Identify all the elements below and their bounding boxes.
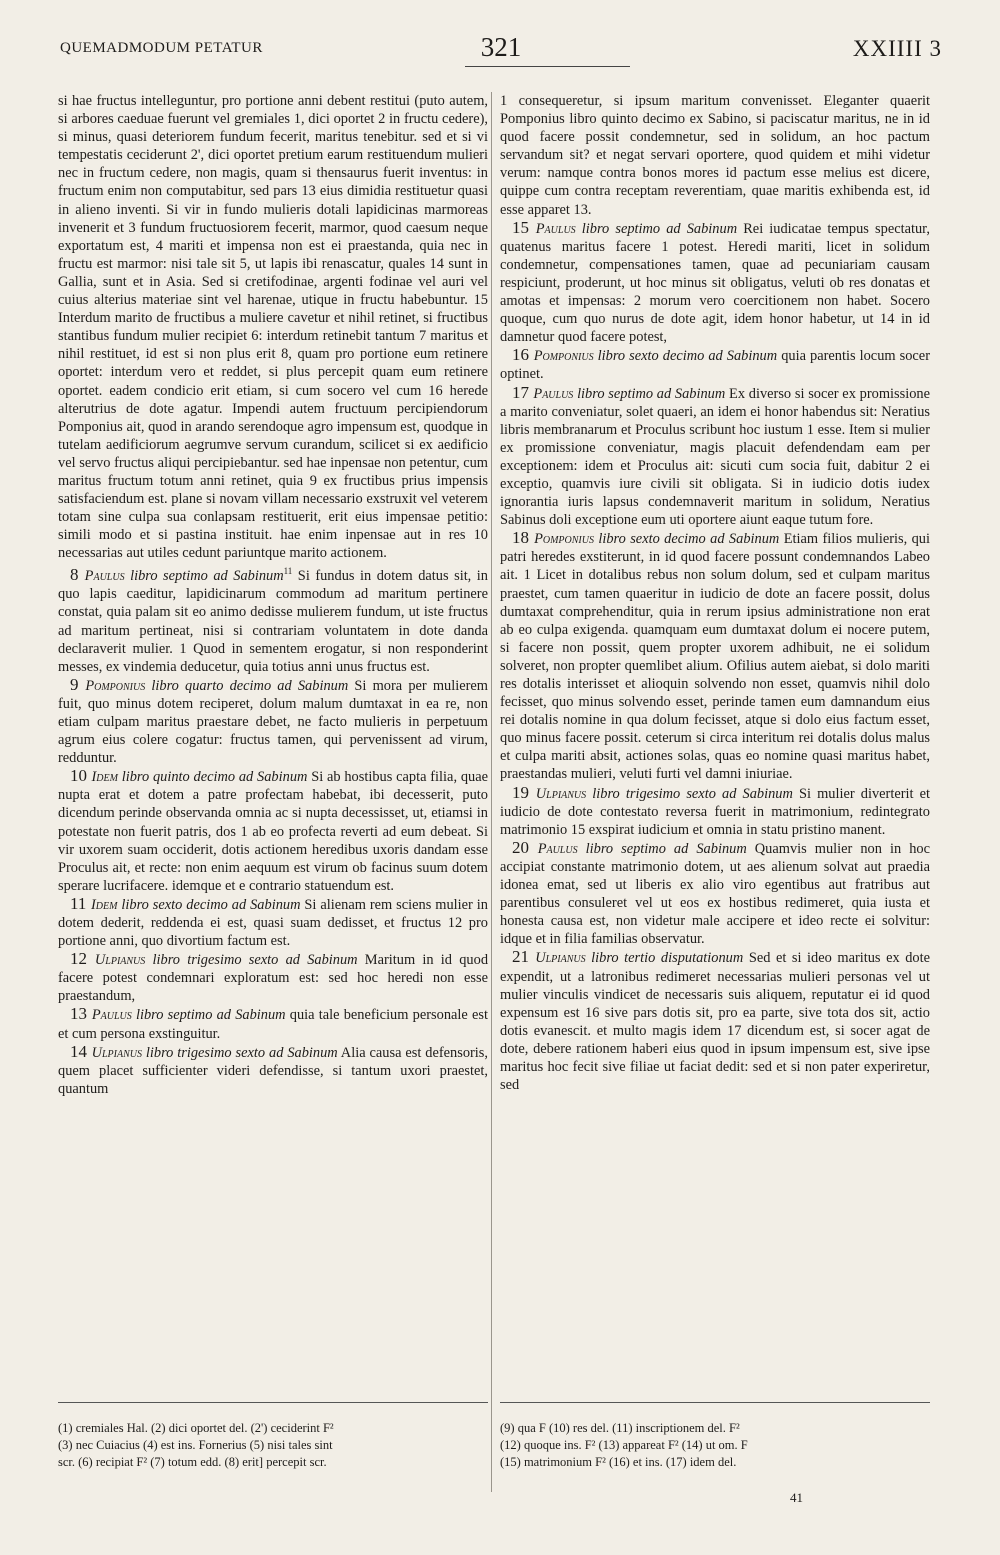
lemma-number: 9 (70, 674, 86, 694)
lemma-work: libro septimo ad Sabinum (130, 568, 284, 585)
lemma-author: Paulus (84, 568, 131, 585)
footnote-rule-right (500, 1402, 930, 1403)
footnote-ref: 11 (283, 566, 293, 577)
lemma-author: Ulpianus (94, 952, 153, 969)
lemma-author: Ulpianus (535, 950, 592, 967)
lemma-text: Rei iudicatae tempus spectatur, quatenus maritus facere 1 potest. Heredi mariti, licet in solidum condemnetur, compensationes tamen, quae ad pecuniariam causam respiciunt, proderunt, ut hoc minus sit obligatus, veluti ob res donatas et amotas et impensas: 2 morum vero coercitionem non habet. Socero quoque, cum quo nurus de dote agit, idem honor habetur, ut 14 in id damnetur quod facere potest, (500, 220, 930, 346)
lemma-author: Paulus (91, 1007, 136, 1024)
lemma-number: 11 (70, 893, 91, 913)
lemma-number: 10 (70, 766, 92, 786)
signature-mark: 41 (790, 1490, 803, 1505)
book-title: XXIIII 3 (852, 36, 942, 61)
lemma-author: Pomponius (533, 348, 598, 365)
lemma-number: 15 (512, 217, 536, 237)
lemma-text: Si fundus in dotem datus sit, in quo lapis caeditur, lapidicinarum commodum ad maritum pertinere constat, quia palam sit eo animo dedisse mulierem fundum, ut iste fructus ad maritum pertineat, nisi si contrariam voluntatem in dote danda declaraverit mulier. 1 Quod in sementem erogatur, si non responderint messes, ex vindemia deducetur, quia totius anni unus fructus est. (58, 568, 488, 675)
lemma (58, 895, 488, 950)
lemma-text: Si ab hostibus capta filia, quae nupta erat et dotem a patre profectam habebat, ibi decesserit, puto dicendum perinde observanda omnia ac si nupta decessisset, ut, etiamsi in potestate non fuerit patris, dos 1 ab eo profecta reverti ad eum debeat. Si vir uxorem suam occiderit, dotis actionem heredibus uxoris dandam esse Proculus ait, et recte: non enim aequum est virum ob facinus suum dotem sperare lucrifacere. idemque et e contrario statuendum est. (58, 769, 488, 894)
lemma-number: 19 (512, 782, 536, 802)
lemma (58, 767, 488, 895)
column-divider (491, 92, 492, 1492)
lemma-number: 18 (512, 528, 535, 548)
lemma-author: Idem (90, 896, 122, 913)
lemma-author: Ulpianus (91, 1044, 146, 1061)
lemma-number: 14 (70, 1041, 92, 1061)
lemma-work: libro sexto decimo ad Sabinum (598, 531, 780, 548)
lemma (500, 948, 930, 1094)
footnote-rule-left (58, 1402, 488, 1403)
lemma-author: Idem (91, 769, 122, 786)
lemma-text: Alia causa est defensoris, quem placet sufficienter videri defendisse, si tantum uxori praestet, quantum (58, 1044, 489, 1097)
right-column (500, 92, 930, 1094)
lemma (500, 839, 930, 949)
lemma-number: 20 (512, 837, 538, 857)
lemma-work: libro quinto decimo ad Sabinum (121, 769, 308, 786)
lemma-work: libro trigesimo sexto ad Sabinum (152, 952, 358, 969)
lemma-text: Si alienam rem sciens mulier in dotem dederit, reddenda ei est, quasi suam dedisset, et fructus 12 pro portione anni, quo divortium factum est. (58, 896, 488, 950)
right-column-lead: 1 consequeretur, si ipsum maritum convenisset. Eleganter quaerit Pomponius libro quinto decimo ex Sabino, si paciscatur maritus, ne in id quod facere possit condemnetur, sed in solidum, an hoc pactum servandum sit? et negat servari oportere, quod quidem et mihi videtur verum: namque contra bonos mores id pactum esse melius est dicere, quippe cum contra receptam reverentiam, quae maritis exhibenda est, id esse apparet 13. (500, 93, 930, 218)
lemma-work: libro tertio disputationum (591, 950, 744, 967)
lemma-text: Maritum in id quod facere potest condemnari exploratum est: sed hoc heredi non esse praestandum, (58, 952, 489, 1005)
footnotes-left (58, 1420, 493, 1471)
footnote-line: (12) quoque ins. F² (13) appareat F² (14) ut om. F (500, 1438, 748, 1452)
lemma (58, 1005, 488, 1042)
lemma (500, 529, 930, 783)
lemma-work: libro quarto decimo ad Sabinum (151, 677, 349, 694)
lemma (500, 784, 930, 839)
left-column (58, 92, 488, 1098)
lemma-work: libro trigesimo sexto ad Sabinum (145, 1044, 338, 1061)
lemma-text: Quamvis mulier non in hoc accipiat constante matrimonio dotem, ut aes alienum solvat aut praedia idonea emat, sed ut liberis ex alio viro egentibus aut fratribus aut parentibus consuleret vel ut eos ex hostibus redimeret, quia iusta et honesta causa est, non videtur male accipere et ideo recte ei solvitur: idque et in filia familias observatur. (500, 840, 930, 948)
lemma-author: Paulus (537, 840, 586, 857)
lemma-text: Si mora per mulierem fuit, quo minus dotem reciperet, dolum malum dumtaxat in ea re, non etiam culpam maritus praestare debet, ne facto mulieris in perpetuum agrum eius colere cogatur: fructus tamen, qui pervenissent ad virum, redduntur. (58, 677, 489, 767)
lemma-work: libro septimo ad Sabinum (135, 1007, 286, 1024)
lemma-text: Etiam filios mulieris, qui patri heredes exstiterunt, in id quod facere possunt condemnandos Labeo ait. 1 Licet in dotalibus rebus non solum dolum, sed et culpam maritus praestet, cum tamen quaeritur in iudicio de dote an facere possit, dolus dumtaxat comprehenditur, quia in rerum ipsius administratione non erat ab eo culpa exigenda. quamquam eum dumtaxat dolum ei nocere putem, si facere non possit, quem propter uxorem adhibuit, ne ei solidum solveret, non propter quemlibet alium. Ofilius autem aiebat, si dolo mariti res dotalis interisset et alioquin solvendo non esset, quamvis nihil dolo fecisset, quo minus solvendo esset, perinde tamen eum damnandum eius rei dotalis nomine in qua dolum fecisset, atque si dolo eius factum esset, quo minus facere possit. ceterum si circa interitum rei dotalis dolus malus et culpa mariti absit, actiones solas, quas eo nomine quasi maritus habet, praestandas mulieri, veluti furti vel damni iniuriae. (500, 531, 930, 783)
lemma-text: Si mulier diverterit et iudicio de dote contestato reversa fuerit in matrimonium, redintegrato matrimonio 15 exspirat iudicium et omnia in statu pristino manent. (500, 785, 931, 838)
lemma-author: Ulpianus (535, 785, 593, 802)
lemma-work: libro trigesimo sexto ad Sabinum (592, 785, 793, 802)
lemma-text: Ex diverso si socer ex promissione a marito conveniatur, solet quaeri, an idem ei honor habendus sit: Neratius libris membranarum et Proculus scribunt hoc iustum 1 esse. Item si mulier ex promissione conveniatur, magis placuit defendendam eam per exceptionem: idem et Proculus ait: sicuti cum socia fuit, dabitur 2 ei exceptio, quamvis iure civili sit obligata. Si in iudicio dotis iudex ignorantia iuris lapsus condemnaverit maritum in solidum, Neratius Sabinus doli exceptione eum uti oportere aiunt eaque tutum fore. (500, 385, 930, 529)
lemma-author: Pomponius (534, 531, 599, 548)
lemma (500, 219, 930, 347)
header-rule (465, 66, 630, 67)
lemma-text: quia tale beneficium personale est et cum persona exstinguitur. (58, 1007, 488, 1042)
page-header (60, 32, 942, 68)
right-lemmata (500, 219, 930, 1095)
lemma-number: 17 (512, 382, 534, 402)
lemma (500, 384, 930, 530)
lemma-work: libro septimo ad Sabinum (581, 220, 738, 237)
footnote-line: (9) qua F (10) res del. (11) inscriptionem del. F² (500, 1421, 740, 1435)
lemma (500, 346, 930, 383)
page-number: 321 (480, 32, 522, 62)
lemma-work: libro sexto decimo ad Sabinum (597, 348, 778, 365)
lemma (58, 950, 488, 1005)
lemma (58, 676, 488, 767)
lemma-work: libro septimo ad Sabinum (577, 385, 726, 402)
lemma-author: Pomponius (85, 677, 152, 694)
lemma-text: quia parentis locum socer optinet. (500, 348, 930, 383)
lemma-number: 16 (512, 345, 534, 365)
left-column-text: si hae fructus intelleguntur, pro portione anni debent restitui (puto autem, si arbores caeduae fuerunt vel gremiales 1, dici oportet 2 in fructu cedere), si minus, quasi deteriorem fundum fecerit, maritus tenebitur. sed et si vi tempestatis ceciderunt 2', dici oportet pretium earum restituendum mulieri nec in fructum cedere, non magis, quam si thensaurus fuerit inventus: in fructum enim non computabitur, sed pars 13 eius dimidia restituetur quasi in alieno inventi. Si vir in fundo mulieris dotali lapidicinas marmoreas invenerit et 3 fundum fructuosiorem fecerit, marmor, quod caesum neque exportatum est, 4 mariti et impensa non est ei praestanda, quia nec in fructu est marmor: nisi tale sit 5, ut lapis ibi renascatur, quales 14 sunt in Gallia, sunt et in Asia. Sed si cretifodinae, argenti fodinae vel auri vel cuius alterius materiae sint vel harenae, utique in fructu habebuntur. 15 Interdum marito de fructibus a muliere cavetur et nihil retinet, si fructibus stantibus fundum mulier recipiet 6: interdum retinebit tantum 7 maritus et nihil restituet, id est si non plus erit 8, quam pro portione eum retinere oportet: interdum vero et reddet, si plus percepit quam eum retinere oportet. eadem condicio erit etiam, si cum socero vel cum 16 herede alterutrius de dote agatur. Impendi autem fructuum percipiendorum Pomponius ait, quod in arando serendoque agro impensum est, quodque in tutelam aedificiorum aegrumve servum curandum, scilicet si ex aedificio vel servo fructus aliqui percipiebantur. sed hae inpensae non petentur, cum maritus fructum totum anni retinet, quia 9 ex fructibus prius impensis satisfaciendum est. plane si novam villam necessario exstruxit vel veterem totam sine culpa sua conlapsam restituerit, erit eius impensae petitio: simili modo et si pastina instituit. hae enim inpensae aut in res 10 necessarias aut utiles cedunt pariuntque marito actionem. (58, 93, 488, 562)
running-title: QUEMADMODUM PETATUR (60, 40, 263, 56)
lemma (58, 1043, 488, 1098)
lemma-number: 13 (70, 1004, 92, 1024)
lemma-number: 12 (70, 949, 95, 969)
lemma-work: libro septimo ad Sabinum (585, 840, 747, 857)
footnote-line: (3) nec Cuiacius (4) est ins. Fornerius (5) nisi tales sint (58, 1438, 333, 1452)
footnotes-right (500, 1420, 935, 1471)
lemma (58, 562, 488, 675)
lemma-work: libro sexto decimo ad Sabinum (121, 896, 301, 913)
lemma-number: 8 (70, 565, 85, 585)
lemma-author: Paulus (533, 385, 578, 402)
footnote-line: (1) cremiales Hal. (2) dici oportet del. (2') ceciderint F² (58, 1421, 334, 1435)
footnote-line: (15) matrimonium F² (16) et ins. (17) idem del. (500, 1455, 737, 1469)
lemma-author: Paulus (535, 220, 582, 237)
left-lemmata (58, 562, 488, 1098)
lemma-number: 21 (512, 947, 536, 967)
footnote-line: scr. (6) recipiat F² (7) totum edd. (8) erit] percepit scr. (58, 1455, 327, 1469)
lemma-text: Sed et si ideo maritus ex dote expendit, ut a latronibus redimeret necessarias mulieri personas vel ut mulier vinculis vindicet de necessaris suis aliquem, reputatur ei id quod expensum est 16 sive pars dotis sit, pro ea parte, sive tota dos sit, actio dotis evanescit. et multo magis idem 17 dicendum est, si socer agat de dote, debere rationem haberi eius quod in ipsum impensum est, sive ipse maritus hoc fecit sive filiae ut faciat dedit: sed et si non pater experiretur, sed (500, 950, 931, 1094)
